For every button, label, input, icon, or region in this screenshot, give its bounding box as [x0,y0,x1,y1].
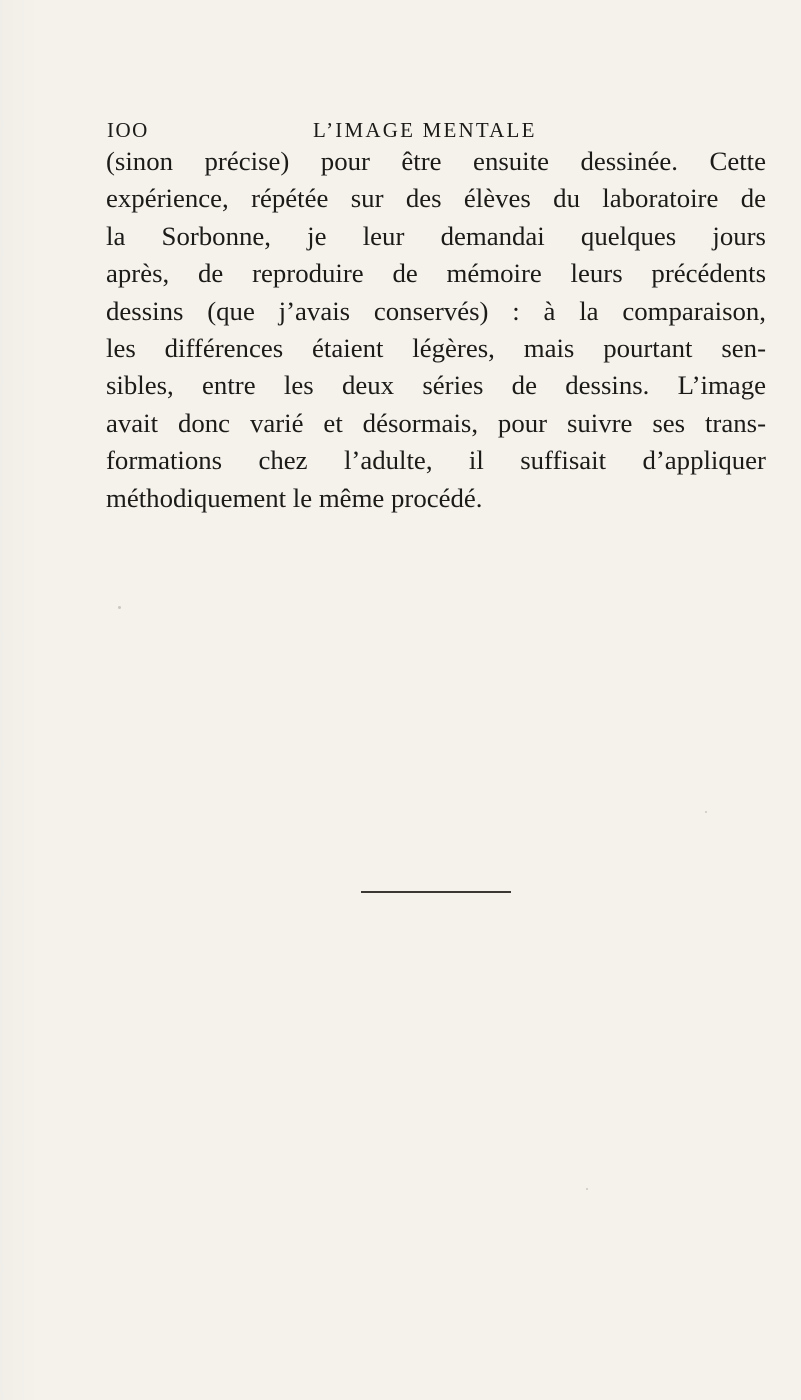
text-line-10: méthodiquement le même procédé. [106,482,483,513]
text-line-6: les différences étaient légères, mais pourtant sen- [106,333,766,364]
text-line-4: après, de reproduire de mémoire leurs précédents [106,258,766,289]
text-line-3: la Sorbonne, je leur demandai quelques jours [106,220,766,251]
running-head: L’IMAGE MENTALE [313,118,537,142]
text-line-1: (sinon précise) pour être ensuite dessinée. Cette [106,146,766,176]
body-paragraph [106,143,766,517]
text-line-2: expérience, répétée sur des élèves du laboratoire de [106,183,766,214]
text-line-7: sibles, entre les deux séries de dessins. L’image [106,370,766,401]
text-line-5: dessins (que j’avais conservés) : à la comparaison, [106,295,766,326]
text-line-8: avait donc varié et désormais, pour suivre ses trans- [106,407,766,438]
section-divider [361,891,511,893]
paper-speck [705,811,707,813]
text-line-9: formations chez l’adulte, il suffisait d’appliquer [106,445,766,476]
paper-speck [586,1188,588,1190]
paper-speck [118,606,121,609]
page-number: IOO [107,118,149,142]
